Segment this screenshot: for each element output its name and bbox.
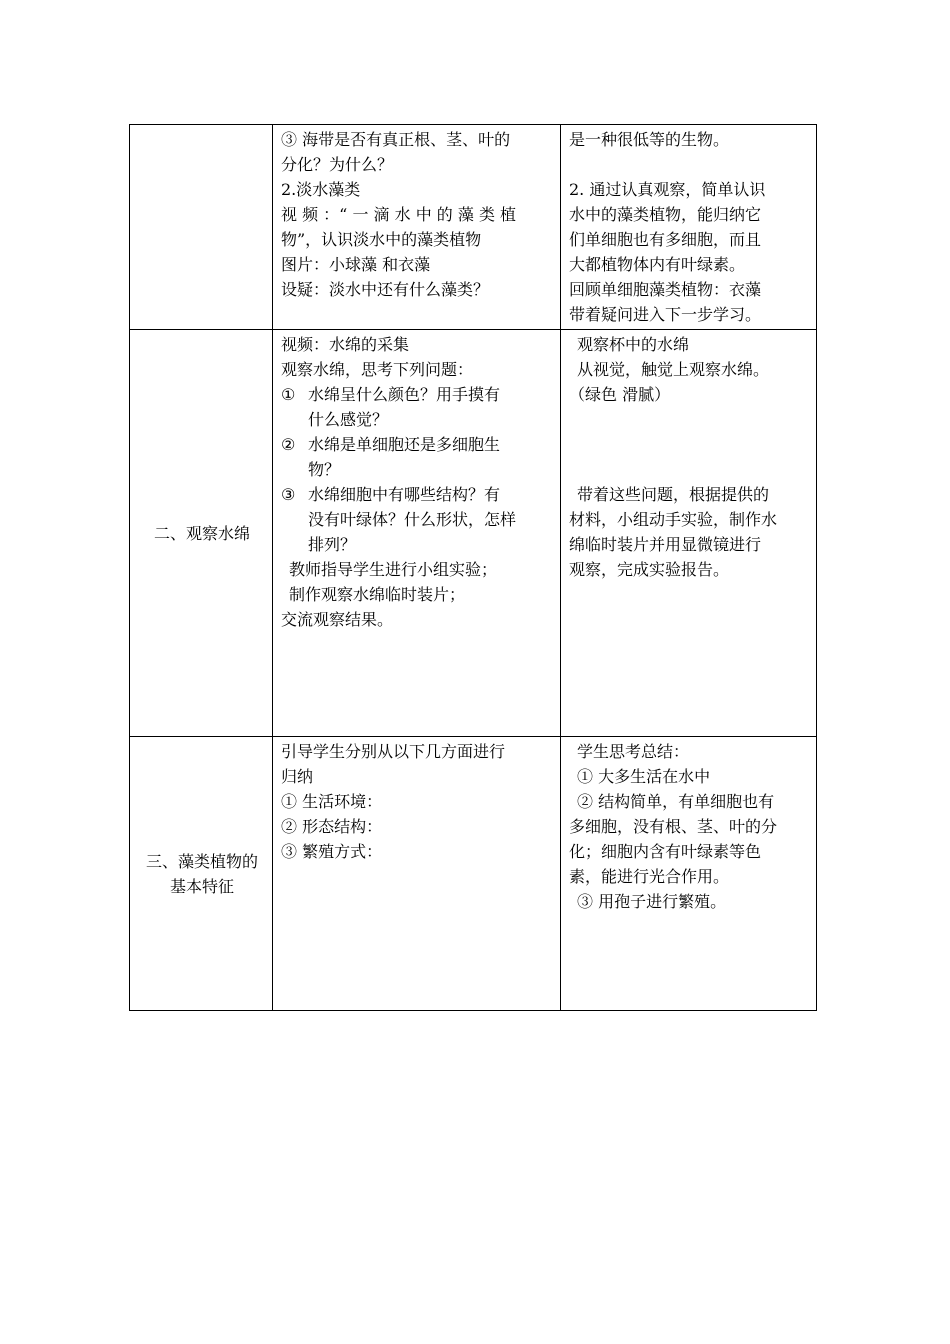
question-number: ③	[281, 485, 296, 504]
text-line: 大都植物体内有叶绿素。	[569, 255, 746, 274]
stage-cell	[130, 737, 273, 1011]
student-activity-cell	[561, 737, 817, 1011]
text-line: 水绵是单细胞还是多细胞生	[308, 435, 501, 454]
text-line: 视 频 ：“ 一 滴 水 中 的 藻 类 植	[281, 205, 517, 224]
text-line: ③ 海带是否有真正根、茎、叶的	[281, 130, 511, 149]
text-line: 2. 通过认真观察，简单认识	[569, 180, 766, 199]
teacher-activity-cell	[273, 737, 561, 1011]
text-line: （绿色 滑腻）	[569, 385, 671, 404]
text-line: 绵临时装片并用显微镜进行	[569, 535, 762, 554]
text-line: 制作观察水绵临时装片；	[289, 585, 466, 604]
text-line: 化；细胞内含有叶绿素等色	[569, 842, 762, 861]
spacer	[569, 407, 810, 432]
text-line: 排列？	[308, 535, 357, 554]
table-row	[130, 330, 817, 737]
text-line: 材料，小组动手实验，制作水	[569, 510, 778, 529]
text-line: ① 生活环境：	[281, 792, 383, 811]
stage-cell	[130, 125, 273, 330]
text-line: 带着这些问题，根据提供的	[577, 485, 770, 504]
text-line: 什么感觉？	[308, 410, 389, 429]
spacer	[569, 152, 810, 177]
spacer	[569, 432, 810, 457]
text-line: 水中的藻类植物，能归纳它	[569, 205, 762, 224]
text-line: ② 形态结构：	[281, 817, 383, 836]
text-line: 带着疑问进入下一步学习。	[569, 305, 762, 324]
stage-label-line: 基本特征	[169, 876, 234, 896]
text-line: 引导学生分别从以下几方面进行	[281, 742, 506, 761]
text-line: 素，能进行光合作用。	[569, 867, 730, 886]
text-line: ③ 用孢子进行繁殖。	[577, 892, 727, 911]
question-number: ②	[281, 435, 296, 454]
stage-label-line: 三、藻类植物的	[145, 851, 258, 871]
question-item	[281, 382, 554, 432]
question-item	[281, 482, 554, 557]
text-line: ① 大多生活在水中	[577, 767, 711, 786]
text-line: 设疑：淡水中还有什么藻类？	[281, 280, 490, 299]
lesson-plan-table	[129, 124, 817, 1011]
table-row	[130, 125, 817, 330]
text-line: 们单细胞也有多细胞，而且	[569, 230, 762, 249]
text-line: 图片：小球藻 和衣藻	[281, 255, 431, 274]
text-line: 视频：水绵的采集	[281, 335, 410, 354]
text-line: 水绵呈什么颜色？用手摸有	[308, 385, 501, 404]
text-line: 是一种很低等的生物。	[569, 130, 730, 149]
teacher-activity-cell	[273, 330, 561, 737]
text-line: 归纳	[281, 767, 314, 786]
text-line: ③ 繁殖方式：	[281, 842, 383, 861]
question-item	[281, 432, 554, 482]
text-line: 2.淡水藻类	[281, 180, 361, 199]
text-line: 没有叶绿体？什么形状，怎样	[308, 510, 517, 529]
text-line: 物？	[308, 460, 341, 479]
text-line: 交流观察结果。	[281, 610, 394, 629]
table-row	[130, 737, 817, 1011]
stage-cell: 二、观察水绵	[130, 330, 273, 737]
text-line: ② 结构简单，有单细胞也有	[577, 792, 775, 811]
text-line: 物”，认识淡水中的藻类植物	[281, 230, 482, 249]
question-number: ①	[281, 385, 296, 404]
text-line: 回顾单细胞藻类植物：衣藻	[569, 280, 762, 299]
text-line: 教师指导学生进行小组实验；	[289, 560, 498, 579]
text-line: 观察水绵，思考下列问题：	[281, 360, 474, 379]
student-activity-cell	[561, 330, 817, 737]
text-line: 分化？为什么？	[281, 155, 394, 174]
text-line: 学生思考总结：	[577, 742, 690, 761]
text-line: 多细胞，没有根、茎、叶的分	[569, 817, 778, 836]
text-line: 观察杯中的水绵	[577, 335, 690, 354]
text-line: 水绵细胞中有哪些结构？有	[308, 485, 501, 504]
student-activity-cell	[561, 125, 817, 330]
spacer	[569, 457, 810, 482]
text-line: 从视觉，触觉上观察水绵。	[577, 360, 770, 379]
text-line: 观察，完成实验报告。	[569, 560, 730, 579]
teacher-activity-cell	[273, 125, 561, 330]
